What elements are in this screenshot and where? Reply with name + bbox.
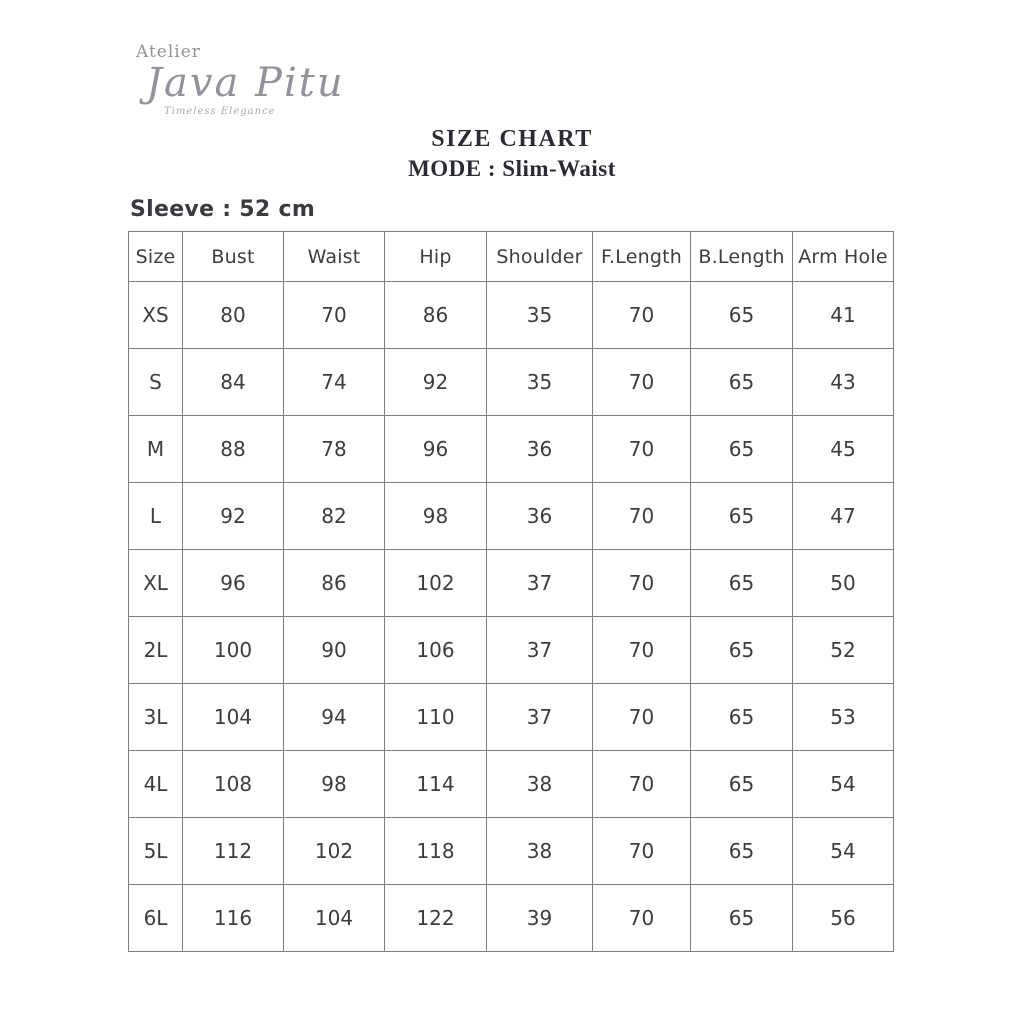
measurement-cell: 65 (691, 349, 793, 416)
measurement-cell: 118 (385, 818, 487, 885)
column-header-hip: Hip (385, 232, 487, 282)
measurement-cell: 116 (183, 885, 284, 952)
measurement-cell: 70 (593, 684, 691, 751)
measurement-cell: 104 (284, 885, 385, 952)
measurement-cell: 104 (183, 684, 284, 751)
measurement-cell: 92 (385, 349, 487, 416)
measurement-cell: 37 (487, 550, 593, 617)
measurement-cell: 70 (593, 885, 691, 952)
brand-name-text: Java Pitu (146, 60, 345, 106)
measurement-cell: 70 (284, 282, 385, 349)
column-header-shoulder: Shoulder (487, 232, 593, 282)
page-title (0, 126, 1024, 182)
measurement-cell: 106 (385, 617, 487, 684)
measurement-cell: 38 (487, 818, 593, 885)
measurement-cell: 114 (385, 751, 487, 818)
measurement-cell: 98 (284, 751, 385, 818)
brand-atelier-text: Atelier (136, 42, 201, 62)
table-row-2l (129, 617, 894, 684)
measurement-cell: 70 (593, 282, 691, 349)
size-label-cell: XS (129, 282, 183, 349)
measurement-cell: 65 (691, 751, 793, 818)
measurement-cell: 35 (487, 349, 593, 416)
column-header-size: Size (129, 232, 183, 282)
measurement-cell: 102 (385, 550, 487, 617)
table-row-4l (129, 751, 894, 818)
measurement-cell: 65 (691, 483, 793, 550)
size-label-cell: 3L (129, 684, 183, 751)
measurement-cell: 56 (793, 885, 894, 952)
table-row-m (129, 416, 894, 483)
measurement-cell: 92 (183, 483, 284, 550)
measurement-cell: 65 (691, 416, 793, 483)
column-header-waist: Waist (284, 232, 385, 282)
column-header-arm-hole: Arm Hole (793, 232, 894, 282)
title-mode: MODE : Slim-Waist (408, 156, 616, 181)
table-row-xs (129, 282, 894, 349)
measurement-cell: 98 (385, 483, 487, 550)
measurement-cell: 84 (183, 349, 284, 416)
column-header-b-length: B.Length (691, 232, 793, 282)
measurement-cell: 70 (593, 751, 691, 818)
measurement-cell: 65 (691, 617, 793, 684)
table-row-5l (129, 818, 894, 885)
measurement-cell: 38 (487, 751, 593, 818)
measurement-cell: 94 (284, 684, 385, 751)
table-row-6l (129, 885, 894, 952)
brand-tagline-text: Timeless Elegance (164, 106, 276, 117)
measurement-cell: 122 (385, 885, 487, 952)
measurement-cell: 108 (183, 751, 284, 818)
size-label-cell: S (129, 349, 183, 416)
size-label-cell: 5L (129, 818, 183, 885)
table-row-s (129, 349, 894, 416)
measurement-cell: 78 (284, 416, 385, 483)
measurement-cell: 86 (284, 550, 385, 617)
measurement-cell: 53 (793, 684, 894, 751)
sleeve-label: Sleeve : 52 cm (130, 197, 316, 222)
measurement-cell: 82 (284, 483, 385, 550)
measurement-cell: 96 (385, 416, 487, 483)
measurement-cell: 65 (691, 684, 793, 751)
measurement-cell: 39 (487, 885, 593, 952)
measurement-cell: 37 (487, 684, 593, 751)
measurement-cell: 35 (487, 282, 593, 349)
measurement-cell: 54 (793, 751, 894, 818)
column-header-bust: Bust (183, 232, 284, 282)
measurement-cell: 80 (183, 282, 284, 349)
measurement-cell: 90 (284, 617, 385, 684)
measurement-cell: 74 (284, 349, 385, 416)
measurement-cell: 43 (793, 349, 894, 416)
measurement-cell: 65 (691, 818, 793, 885)
measurement-cell: 70 (593, 818, 691, 885)
title-size-chart: SIZE CHART (431, 126, 593, 152)
measurement-cell: 70 (593, 617, 691, 684)
measurement-cell: 65 (691, 550, 793, 617)
measurement-cell: 41 (793, 282, 894, 349)
table-row-l (129, 483, 894, 550)
table-header-row (129, 232, 894, 282)
measurement-cell: 70 (593, 483, 691, 550)
measurement-cell: 70 (593, 550, 691, 617)
measurement-cell: 36 (487, 483, 593, 550)
size-label-cell: 2L (129, 617, 183, 684)
measurement-cell: 88 (183, 416, 284, 483)
measurement-cell: 100 (183, 617, 284, 684)
measurement-cell: 110 (385, 684, 487, 751)
size-label-cell: XL (129, 550, 183, 617)
measurement-cell: 54 (793, 818, 894, 885)
measurement-cell: 112 (183, 818, 284, 885)
measurement-cell: 86 (385, 282, 487, 349)
column-header-f-length: F.Length (593, 232, 691, 282)
measurement-cell: 102 (284, 818, 385, 885)
size-label-cell: L (129, 483, 183, 550)
measurement-cell: 36 (487, 416, 593, 483)
measurement-cell: 45 (793, 416, 894, 483)
measurement-cell: 70 (593, 349, 691, 416)
size-label-cell: 4L (129, 751, 183, 818)
measurement-cell: 96 (183, 550, 284, 617)
measurement-cell: 65 (691, 282, 793, 349)
table-row-3l (129, 684, 894, 751)
size-label-cell: M (129, 416, 183, 483)
measurement-cell: 47 (793, 483, 894, 550)
measurement-cell: 52 (793, 617, 894, 684)
measurement-cell: 37 (487, 617, 593, 684)
measurement-cell: 70 (593, 416, 691, 483)
table-row-xl (129, 550, 894, 617)
measurement-cell: 50 (793, 550, 894, 617)
brand-logo (136, 42, 396, 117)
size-table (128, 231, 894, 952)
measurement-cell: 65 (691, 885, 793, 952)
size-label-cell: 6L (129, 885, 183, 952)
